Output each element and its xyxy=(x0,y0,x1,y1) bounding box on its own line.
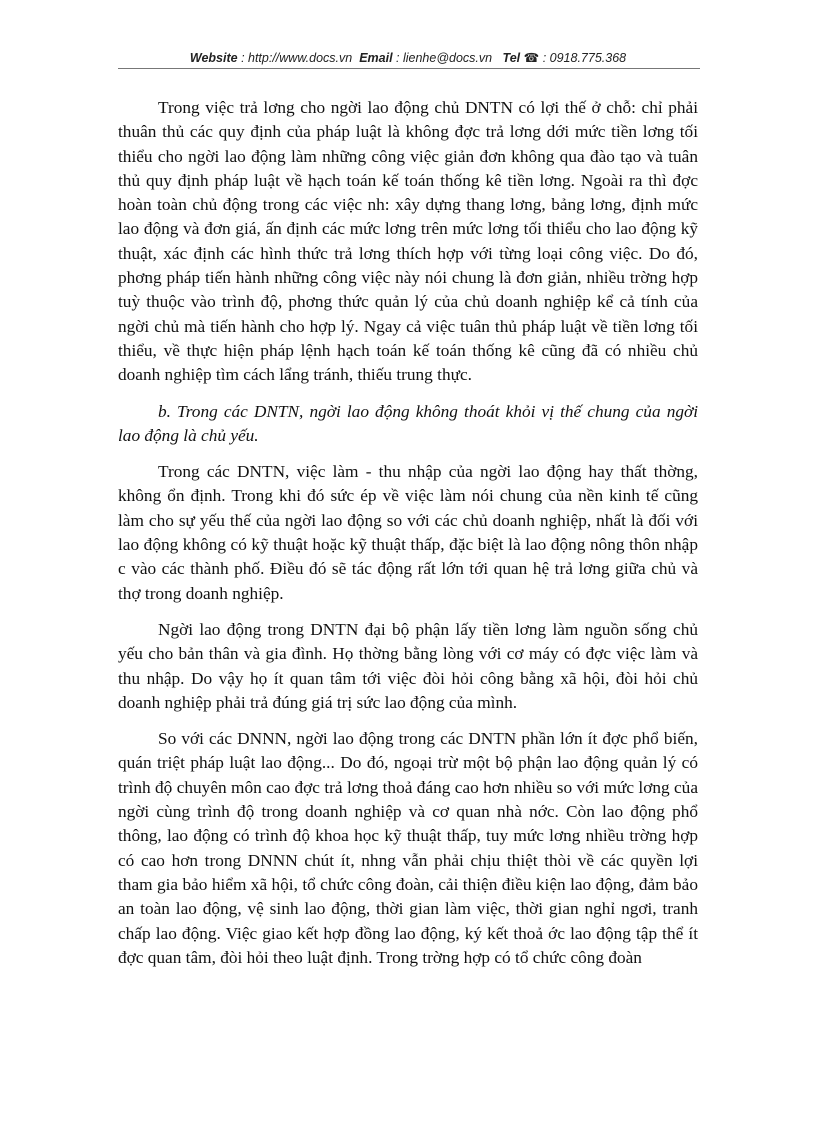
page-header xyxy=(0,50,816,65)
paragraph-livelihood: Ngời lao động trong DNTN đại bộ phận lấy tiền lơng làm nguồn sống chủ yếu cho bản thân và gia đình. Họ thờng bằng lòng với cơ máy có đợc việc làm và thu nhập. Do vậy họ ít quan tâm tới việc đòi hỏi công bằng xã hội, đòi hỏi chủ doanh nghiệp phải trả đúng giá trị sức lao động của mình. xyxy=(118,619,698,712)
website-value: : http://www.docs.vn xyxy=(241,51,353,65)
document-body xyxy=(118,96,698,982)
tel-value: : 0918.775.368 xyxy=(542,51,627,65)
section-heading-b: b. Trong các DNTN, ngời lao động không thoát khỏi vị thế chung của ngời lao động là chủ yếu. xyxy=(118,401,698,445)
phone-icon: ☎ xyxy=(523,51,540,65)
email-value: : lienhe@docs.vn xyxy=(396,51,493,65)
paragraph-salary-advantage: Trong việc trả lơng cho ngời lao động chủ DNTN có lợi thế ở chỗ: chỉ phải thuân thủ các quy định của pháp luật là không đợc trả lơng dới mức tiền lơng tối thiểu cho ngời lao động làm những công việc giản đơn không qua đào tạo và tuân thủ quy định pháp luật về hạch toán kế toán thống kê tiền lơng. Ngoài ra thì đợc hoàn toàn chủ động trong các việc nh: xây dựng thang lơng, bảng lơng, định mức lao động và đơn giá, ấn định các mức lơng trên mức lơng tối thiểu cho lao động kỹ thuật, xác định các hình thức trả lơng thích hợp với từng loại công việc. Do đó, phơng pháp tiến hành những công việc này nói chung là đơn giản, nhiều trờng hợp tuỳ thuộc vào trình độ, phơng thức quản lý của chủ doanh nghiệp kể cả tính của ngời chủ mà tiến hành cho hợp lý. Ngay cả việc tuân thủ pháp luật về tiền lơng tối thiểu, về thực hiện pháp lệnh hạch toán kế toán thống kê cũng đã có nhiều chủ doanh nghiệp tìm cách lẩng tránh, thiếu trung thực. xyxy=(118,98,698,385)
paragraph-comparison-dnnn: So với các DNNN, ngời lao động trong các DNTN phần lớn ít đợc phổ biến, quán triệt pháp luật lao động... Do đó, ngoại trừ một bộ phận lao động quản lý có trình độ chuyên môn cao đợc trả lơng thoả đáng cao hơn nhiều so với mức lơng của ngời cùng trình độ trong doanh nghiệp và cơ quan nhà nớc. Còn lao động phổ thông, lao động có trình độ khoa học kỹ thuật thấp, tuy mức lơng nhiều trờng hợp có cao hơn trong DNNN chút ít, nhng vẫn phải chịu thiệt thòi về các quyền lợi tham gia bảo hiểm xã hội, tổ chức công đoàn, cải thiện điều kiện lao động, đảm bảo an toàn lao động, vệ sinh lao động, thời gian làm việc, thời gian nghỉ ngơi, tranh chấp lao động. Việc giao kết hợp đồng lao động, ký kết thoả ớc lao động tập thể ít đợc quan tâm, đòi hỏi theo luật định. Trong trờng hợp có tổ chức công đoàn xyxy=(118,729,698,967)
website-label: Website xyxy=(189,51,238,65)
email-label: Email xyxy=(359,51,393,65)
header-divider xyxy=(118,68,700,69)
paragraph-employment-income: Trong các DNTN, việc làm - thu nhập của ngời lao động hay thất thờng, không ổn định. Trong khi đó sức ép về việc làm nói chung của nền kinh tế cũng làm cho sự yếu thế của ngời lao động so với các chủ doanh nghiệp, nhất là đối với lao động không có kỹ thuật hoặc kỹ thuật thấp, đặc biệt là lao động nông thôn nhập c vào các thành phố. Điều đó sẽ tác động rất lớn tới quan hệ trả lơng giữa chủ và thợ trong doanh nghiệp. xyxy=(118,462,698,603)
tel-label: Tel xyxy=(502,51,521,65)
